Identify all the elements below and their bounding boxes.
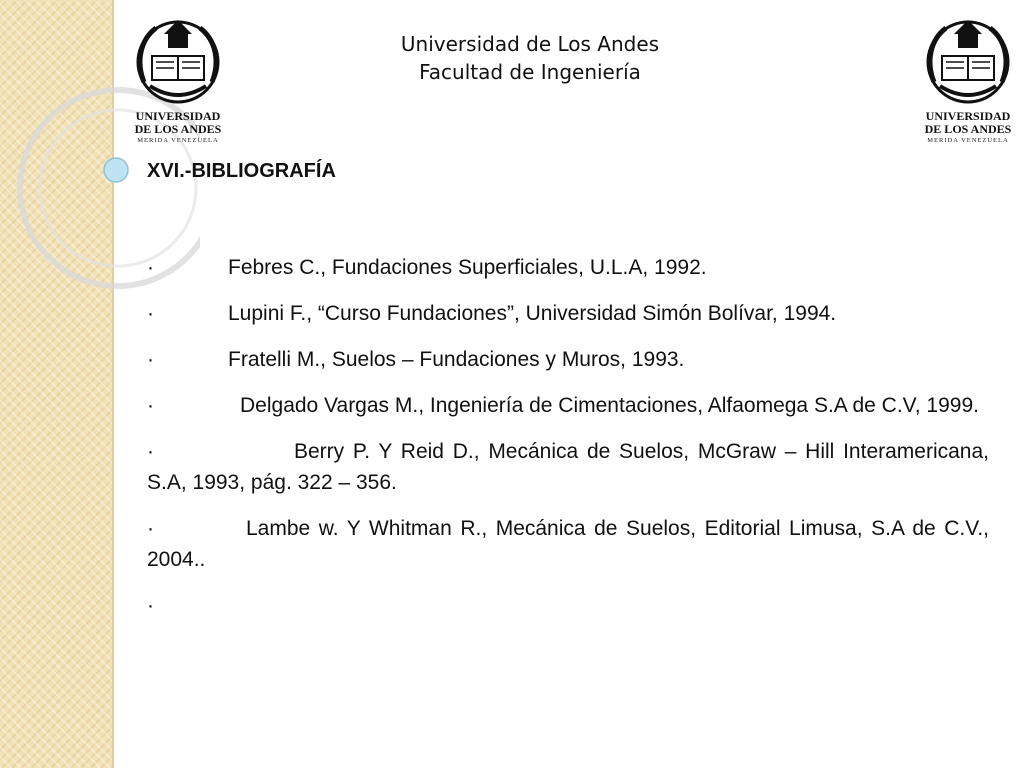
reference-item [147, 390, 989, 421]
reference-item [147, 252, 989, 283]
decorative-side-band [0, 0, 114, 768]
bullet: · [147, 517, 154, 540]
bullet: · [147, 256, 154, 279]
bullet: · [147, 440, 154, 463]
faculty-name: Facultad de Ingeniería [419, 60, 641, 84]
reference-item [147, 344, 989, 375]
university-name: Universidad de Los Andes [400, 32, 660, 56]
university-seal-icon [130, 12, 226, 108]
logo-subtitle: MERIDA VENEZUELA [137, 137, 219, 144]
university-logo-left [130, 12, 226, 150]
page-header [330, 30, 730, 86]
empty-bullet: · [147, 594, 154, 617]
logo-subtitle: MERIDA VENEZUELA [927, 137, 1009, 144]
logo-name-line2: DE LOS ANDES [134, 122, 222, 136]
bullet: · [147, 302, 154, 325]
logo-name-line2: DE LOS ANDES [924, 122, 1012, 136]
reference-text: Fratelli M., Suelos – Fundaciones y Muros, 1993. [228, 348, 685, 371]
bullet: · [147, 394, 154, 417]
university-logo-right [920, 12, 1016, 150]
reference-item [147, 513, 989, 575]
reference-text: Lupini F., “Curso Fundaciones”, Universidad Simón Bolívar, 1994. [228, 302, 837, 325]
university-seal-icon [920, 12, 1016, 108]
bullet: · [147, 348, 154, 371]
reference-item [147, 298, 989, 329]
section-title: XVI.-BIBLIOGRAFÍA [147, 160, 336, 182]
reference-text: Berry P. Y Reid D., Mecánica de Suelos, McGraw – Hill Interamericana, S.A, 1993, pág. 322 – 356. [147, 440, 989, 494]
logo-name-line1: UNIVERSIDAD [925, 109, 1011, 123]
logo-name-line1: UNIVERSIDAD [135, 109, 221, 123]
reference-text: Delgado Vargas M., Ingeniería de Cimentaciones, Alfaomega S.A de C.V, 1999. [240, 394, 979, 417]
reference-text: Lambe w. Y Whitman R., Mecánica de Suelos, Editorial Limusa, S.A de C.V., 2004.. [147, 517, 989, 571]
reference-item [147, 436, 989, 498]
reference-list [147, 252, 989, 621]
reference-text: Febres C., Fundaciones Superficiales, U.L.A, 1992. [228, 256, 707, 279]
